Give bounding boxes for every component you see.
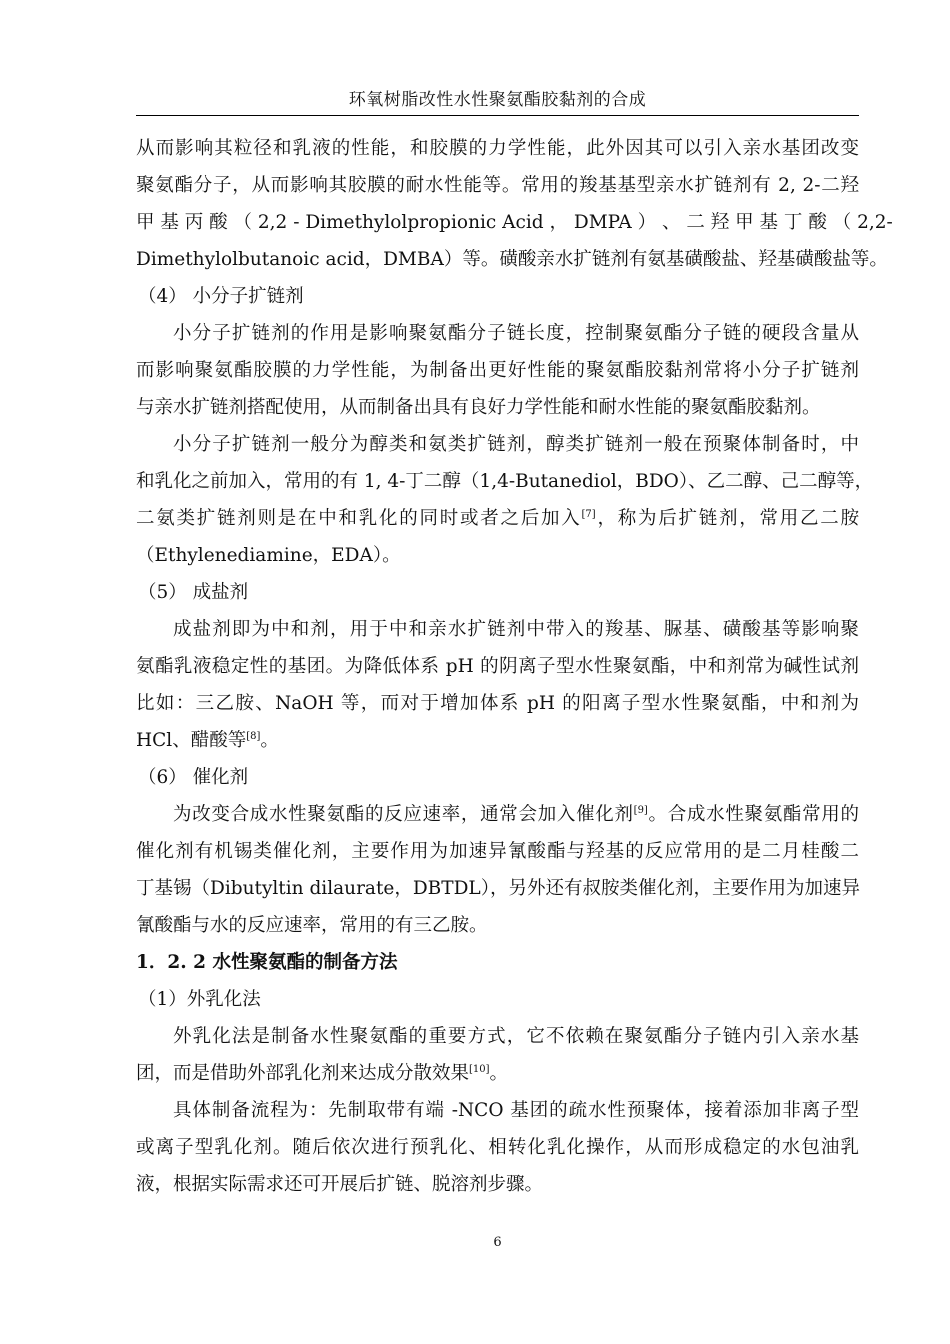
subsection-label-catalyst: （6） 催化剂 <box>138 767 249 788</box>
paragraph-start-line: 具体制备流程为：先制取带有端 -NCO 基团的疏水性预聚体，接着添加非离子型 <box>173 1100 859 1121</box>
paragraph-start-line: 外乳化法是制备水性聚氨酯的重要方式，它不依赖在聚氨酯分子链内引入亲水基 <box>173 1026 859 1047</box>
text-segment: 。合成水性聚氨酯常用的 <box>647 804 859 825</box>
paragraph-start-line: 小分子扩链剂的作用是影响聚氨酯分子链长度，控制聚氨酯分子链的硬段含量从 <box>173 323 859 344</box>
text-segment: 。 <box>260 730 279 751</box>
text-line: 甲 基 丙 酸 （ 2,2 - Dimethylolpropionic Acid ， DMPA ） 、 二 羟 甲 基 丁 酸 （ 2,2- <box>136 212 893 233</box>
text-line: 或离子型乳化剂。随后依次进行预乳化、相转化乳化操作，从而形成稳定的水包油乳 <box>136 1137 859 1158</box>
subsection-label-external-emulsification: （1）外乳化法 <box>138 989 261 1010</box>
text-line: 从而影响其粒径和乳液的性能，和胶膜的力学性能，此外因其可以引入亲水基团改变 <box>136 138 859 159</box>
citation-ref: [9] <box>633 804 648 816</box>
text-segment: ，称为后扩链剂，常用乙二胺 <box>595 508 859 529</box>
page-number: 6 <box>493 1235 502 1250</box>
text-line: Dimethylolbutanoic acid，DMBA）等。磺酸亲水扩链剂有氨基磺酸盐、羟基磺酸盐等。 <box>136 249 888 270</box>
text-line: 丁基锡（Dibutyltin dilaurate，DBTDL），另外还有叔胺类催化剂，主要作用为加速异 <box>136 878 860 899</box>
citation-ref: [10] <box>469 1063 490 1075</box>
text-line <box>136 1055 859 1092</box>
subsection-label-chain-extender: （4） 小分子扩链剂 <box>138 286 304 307</box>
text-line: 聚氨酯分子，从而影响其胶膜的耐水性能等。常用的羧基基型亲水扩链剂有 2, 2-二羟 <box>136 175 859 196</box>
paragraph-start-line: 成盐剂即为中和剂，用于中和亲水扩链剂中带入的羧基、脲基、磺酸基等影响聚 <box>173 619 859 640</box>
citation-ref: [7] <box>581 508 596 520</box>
text-segment: 二氨类扩链剂则是在中和乳化的同时或者之后加入 <box>136 508 582 529</box>
text-line: 和乳化之前加入，常用的有 1, 4-丁二醇（1,4-Butanediol，BDO）、乙二醇、己二醇等， <box>136 471 874 492</box>
text-line <box>136 500 859 537</box>
section-heading: 1．2. 2 水性聚氨酯的制备方法 <box>136 952 398 973</box>
subsection-label-salt-former: （5） 成盐剂 <box>138 582 249 603</box>
text-line: 催化剂有机锡类催化剂，主要作用为加速异氰酸酯与羟基的反应常用的是二月桂酸二 <box>136 841 859 862</box>
text-line: 氨酯乳液稳定性的基团。为降低体系 pH 的阴离子型水性聚氨酯，中和剂常为碱性试剂 <box>136 656 859 677</box>
text-segment: 。 <box>489 1063 509 1084</box>
text-line: 比如：三乙胺、NaOH 等，而对于增加体系 pH 的阳离子型水性聚氨酯，中和剂为 <box>136 693 859 714</box>
text-line: （Ethylenediamine，EDA）。 <box>136 545 401 566</box>
text-line: 而影响聚氨酯胶膜的力学性能，为制备出更好性能的聚氨酯胶黏剂常将小分子扩链剂 <box>136 360 859 381</box>
paragraph-start-line <box>136 796 859 833</box>
text-segment: 为改变合成水性聚氨酯的反应速率，通常会加入催化剂 <box>173 804 634 825</box>
header-rule <box>136 115 859 116</box>
text-line: 液，根据实际需求还可开展后扩链、脱溶剂步骤。 <box>136 1174 544 1195</box>
citation-ref: [8] <box>246 730 261 742</box>
paragraph-start-line: 小分子扩链剂一般分为醇类和氨类扩链剂，醇类扩链剂一般在预聚体制备时，中 <box>173 434 859 455</box>
text-segment: HCl、醋酸等 <box>136 730 247 751</box>
running-header: 环氧树脂改性水性聚氨酯胶黏剂的合成 <box>348 90 647 110</box>
text-line: 与亲水扩链剂搭配使用，从而制备出具有良好力学性能和耐水性能的聚氨酯胶黏剂。 <box>136 397 821 418</box>
text-line <box>136 722 859 759</box>
text-segment: 团，而是借助外部乳化剂来达成分散效果 <box>136 1063 470 1084</box>
body-text <box>136 130 893 1203</box>
text-line: 氰酸酯与水的反应速率，常用的有三乙胺。 <box>136 915 488 936</box>
